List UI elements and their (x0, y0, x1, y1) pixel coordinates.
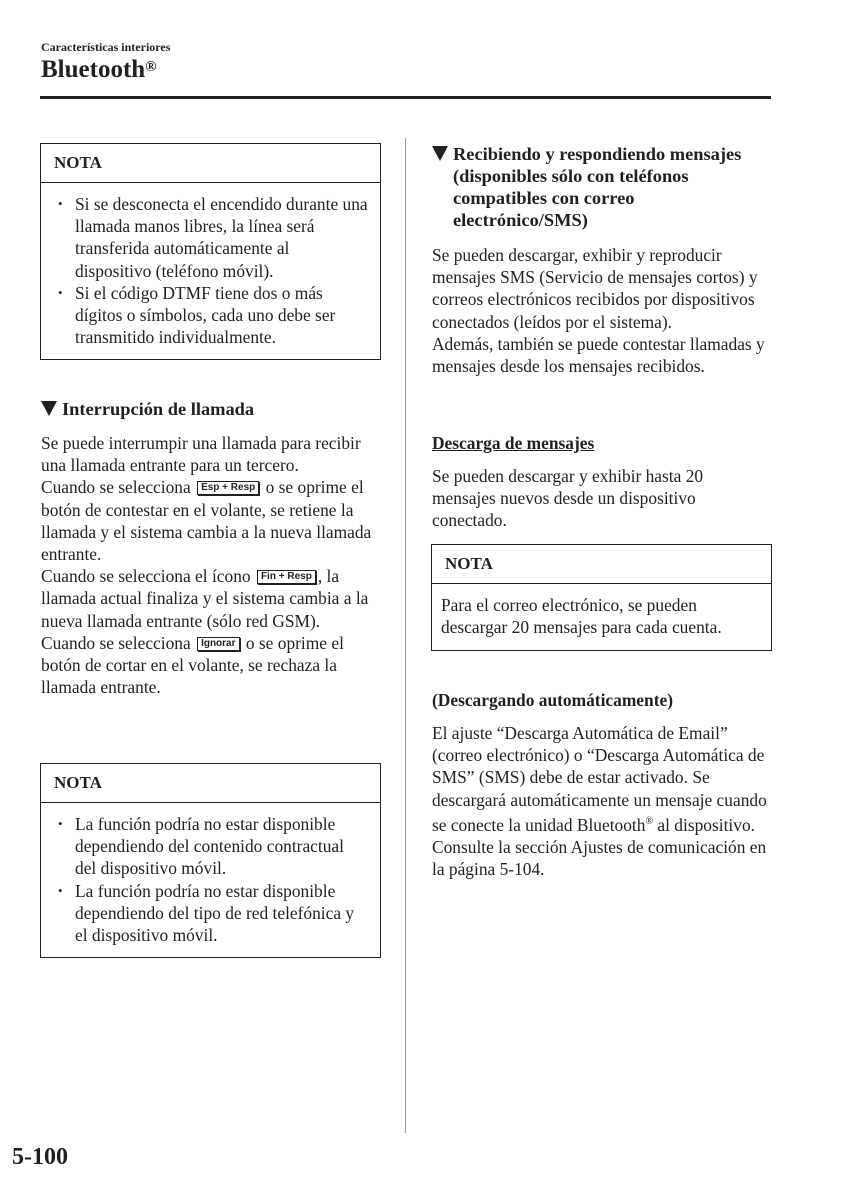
section-heading-interrupcion (41, 398, 381, 420)
text: al dispositivo. (653, 814, 755, 835)
paragraph (41, 476, 384, 565)
note-box-2 (40, 763, 381, 958)
list-item: • Si el código DTMF tiene dos o más dígitos o símbolos, cada uno debe ser transmitido individualmente. (41, 282, 368, 349)
recibiendo-body (432, 244, 767, 377)
registered-mark: ® (645, 815, 654, 827)
heading-text: Interrupción de llamada (62, 399, 255, 419)
note-label: NOTA (432, 545, 771, 584)
page-title (41, 55, 156, 85)
note-list (41, 813, 368, 946)
paragraph: Además, también se puede contestar llamadas y mensajes desde los mensajes recibidos. (432, 333, 765, 377)
triangle-icon (432, 146, 448, 161)
interrupcion-body (41, 432, 384, 698)
page-title-text: Bluetooth (41, 56, 146, 83)
note-label: NOTA (41, 144, 380, 183)
ignorar-key: Ignorar (197, 637, 239, 651)
list-item: • La función podría no estar disponible dependiendo del contenido contractual del dispositivo móvil. (41, 813, 368, 880)
text: o se oprime el botón de cortar en el volante, se rechaza la llamada entrante. (41, 632, 344, 698)
text: Cuando se selecciona (41, 632, 191, 653)
subheading-descarga: Descarga de mensajes (432, 433, 595, 453)
paragraph: Se pueden descargar y exhibir hasta 20 mensajes nuevos desde un dispositivo conectado. (432, 466, 704, 531)
note-body (41, 803, 380, 954)
registered-mark: ® (145, 59, 157, 75)
section-heading-recibiendo (432, 143, 762, 231)
paragraph (41, 632, 384, 699)
page-number: 5-100 (12, 1144, 68, 1170)
descarga-body (432, 465, 752, 532)
note-body (41, 183, 380, 356)
auto-body (432, 722, 770, 880)
paragraph (432, 722, 770, 836)
text: , la llamada actual finaliza y el sistema cambia a la nueva llamada entrante (sólo red GSM). (41, 566, 369, 631)
section-label: Características interiores (41, 40, 171, 54)
paragraph: Consulte la sección Ajustes de comunicación en la página 5-104. (432, 836, 767, 880)
header-rule (40, 96, 771, 99)
text: Cuando se selecciona el ícono (41, 566, 251, 587)
note-list (41, 193, 368, 348)
heading-text: Recibiendo y respondiendo mensajes (disponibles sólo con teléfonos compatibles con correo electrónico/SMS) (453, 144, 742, 230)
text: o se oprime el botón de contestar en el volante, se retiene la llamada y el sistema cambia a la nueva llamada entrante. (41, 477, 372, 565)
list-item: • La función podría no estar disponible dependiendo del tipo de red telefónica y el dispositivo móvil. (41, 880, 368, 947)
note-body: Para el correo electrónico, se pueden descargar 20 mensajes para cada cuenta. (441, 595, 722, 638)
note-label: NOTA (41, 764, 380, 803)
column-divider (405, 138, 406, 1133)
esp-resp-key: Esp + Resp (197, 481, 259, 495)
subheading-auto: (Descargando automáticamente) (432, 690, 673, 710)
note-box-1 (40, 143, 381, 360)
paragraph: Se puede interrumpir una llamada para recibir una llamada entrante para un tercero. (41, 433, 361, 476)
paragraph (41, 565, 384, 632)
list-item: • Si se desconecta el encendido durante una llamada manos libres, la línea será transferida automáticamente al dispositivo (teléfono móvil). (41, 193, 368, 282)
text: Cuando se selecciona (41, 477, 191, 498)
paragraph: Se pueden descargar, exhibir y reproducir mensajes SMS (Servicio de mensajes cortos) y correos electrónicos recibidos por dispositivos conectados (leídos por el sistema). (432, 245, 758, 332)
note-box-3 (431, 544, 772, 651)
text: El ajuste “Descarga Automática de Email” (correo electrónico) o “Descarga Automática de SMS” (SMS) debe de estar activado. Se descargará automáticamente un mensaje cuando se conecte la unidad Bluetooth (432, 723, 767, 835)
triangle-icon (41, 401, 57, 416)
fin-resp-key: Fin + Resp (257, 570, 316, 584)
